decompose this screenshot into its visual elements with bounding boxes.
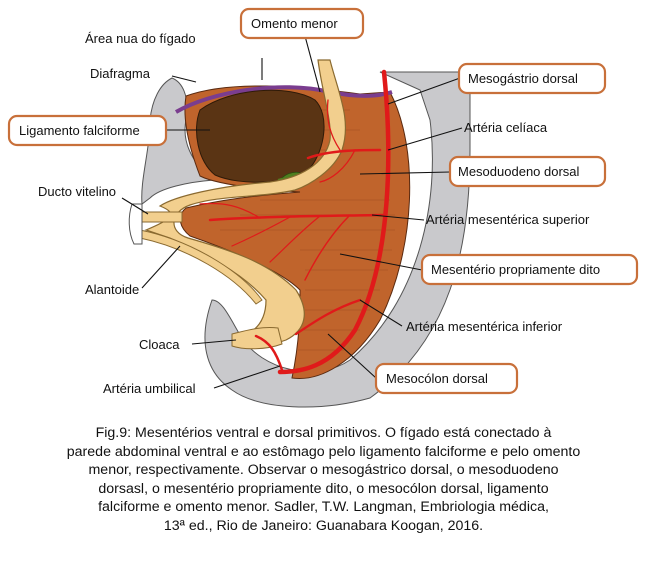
label-area-nua: Área nua do fígado	[85, 31, 196, 46]
box-mesogastrio-dorsal	[459, 64, 605, 93]
label-diafragma: Diafragma	[90, 66, 150, 81]
box-mesoduodeno-dorsal	[450, 157, 605, 186]
box-omento-menor	[241, 9, 363, 38]
label-alantoide: Alantoide	[85, 282, 140, 297]
label-cloaca: Cloaca	[139, 337, 180, 352]
label-mesocolon-dorsal: Mesocólon dorsal	[386, 371, 488, 386]
label-mesoduodeno-dorsal: Mesoduodeno dorsal	[458, 164, 580, 179]
label-arteria-celiaca: Artéria celíaca	[464, 120, 548, 135]
caption-line: falciforme e omento menor. Sadler, T.W. Langman, Embriologia médica,	[98, 499, 549, 516]
umbilical-opening	[129, 204, 142, 244]
figure-caption	[10, 424, 637, 536]
box-mesocolon-dorsal	[376, 364, 517, 393]
label-arteria-mesenterica-superior: Artéria mesentérica superior	[426, 212, 590, 227]
box-mesenterio-propriamente-dito	[422, 255, 637, 284]
label-arteria-mesenterica-inferior: Artéria mesentérica inferior	[406, 319, 563, 334]
cloaca	[232, 327, 282, 348]
label-mesogastrio-dorsal: Mesogástrio dorsal	[468, 71, 578, 86]
caption-line: menor, respectivamente. Observar o mesogástrico dorsal, o mesoduodeno	[88, 462, 559, 479]
caption-line: parede abdominal ventral e ao estômago pelo ligamento falciforme e pelo omento	[66, 443, 581, 460]
label-ducto-vitelino: Ducto vitelino	[38, 184, 117, 199]
box-ligamento-falciforme	[9, 116, 166, 145]
caption-line: 13ª ed., Rio de Janeiro: Guanabara Koogan, 2016.	[163, 517, 484, 534]
caption-line: dorsasl, o mesentério propriamente dito, o mesocólon dorsal, ligamento	[98, 480, 549, 497]
label-ligamento-falciforme: Ligamento falciforme	[19, 123, 140, 138]
liver	[196, 90, 324, 182]
label-omento-menor: Omento menor	[251, 16, 338, 31]
label-arteria-umbilical: Artéria umbilical	[103, 381, 196, 396]
caption-line: Fig.9: Mesentérios ventral e dorsal primitivos. O fígado está conectado à	[95, 425, 552, 441]
label-mesenterio-propriamente-dito: Mesentério propriamente dito	[431, 262, 601, 277]
